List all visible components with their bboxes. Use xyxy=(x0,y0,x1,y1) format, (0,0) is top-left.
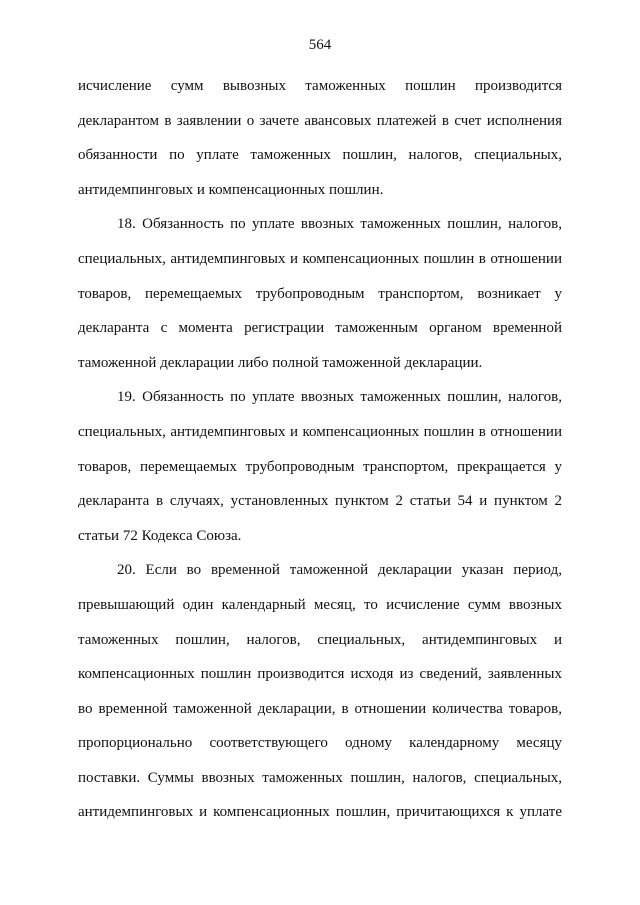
text-line: таможенных пошлин, налогов, специальных, антидемпинговых и xyxy=(78,631,562,648)
text-line: 20. Если во временной таможенной декларации указан период, xyxy=(117,562,562,579)
text-line: пропорционально соответствующего одному календарному месяцу xyxy=(78,735,562,752)
text-line: 18. Обязанность по уплате ввозных таможенных пошлин, налогов, xyxy=(117,216,562,233)
text-line: товаров, перемещаемых трубопроводным транспортом, прекращается у xyxy=(78,458,562,475)
text-line: во временной таможенной декларации, в отношении количества товаров, xyxy=(78,700,562,717)
text-line: антидемпинговых и компенсационных пошлин, причитающихся к уплате xyxy=(78,804,562,821)
text-line: поставки. Суммы ввозных таможенных пошлин, налогов, специальных, xyxy=(78,769,562,786)
text-line: обязанности по уплате таможенных пошлин, налогов, специальных, xyxy=(78,147,562,164)
text-line: превышающий один календарный месяц, то исчисление сумм ввозных xyxy=(78,596,562,613)
text-line: товаров, перемещаемых трубопроводным транспортом, возникает у xyxy=(78,285,562,302)
paragraph-20 xyxy=(78,553,562,830)
document-body xyxy=(78,69,562,830)
text-line: таможенной декларации либо полной таможенной декларации. xyxy=(78,354,483,371)
text-line: компенсационных пошлин производится исходя из сведений, заявленных xyxy=(78,666,562,683)
text-line: специальных, антидемпинговых и компенсационных пошлин в отношении xyxy=(78,423,562,440)
text-line: статьи 72 Кодекса Союза. xyxy=(78,527,242,544)
text-line: исчисление сумм вывозных таможенных пошлин производится xyxy=(78,78,562,94)
text-line: декларантом в заявлении о зачете авансовых платежей в счет исполнения xyxy=(78,112,562,129)
paragraph-18 xyxy=(78,207,562,380)
text-line: специальных, антидемпинговых и компенсационных пошлин в отношении xyxy=(78,250,562,267)
paragraph-19 xyxy=(78,380,562,553)
text-line: декларанта с момента регистрации таможенным органом временной xyxy=(78,320,562,337)
page-number: 564 xyxy=(308,37,332,53)
text-line: 19. Обязанность по уплате ввозных таможенных пошлин, налогов, xyxy=(117,389,562,406)
text-line: антидемпинговых и компенсационных пошлин. xyxy=(78,181,384,198)
text-line: декларанта в случаях, установленных пунктом 2 статьи 54 и пунктом 2 xyxy=(78,493,562,510)
paragraph-continuation xyxy=(78,69,562,207)
